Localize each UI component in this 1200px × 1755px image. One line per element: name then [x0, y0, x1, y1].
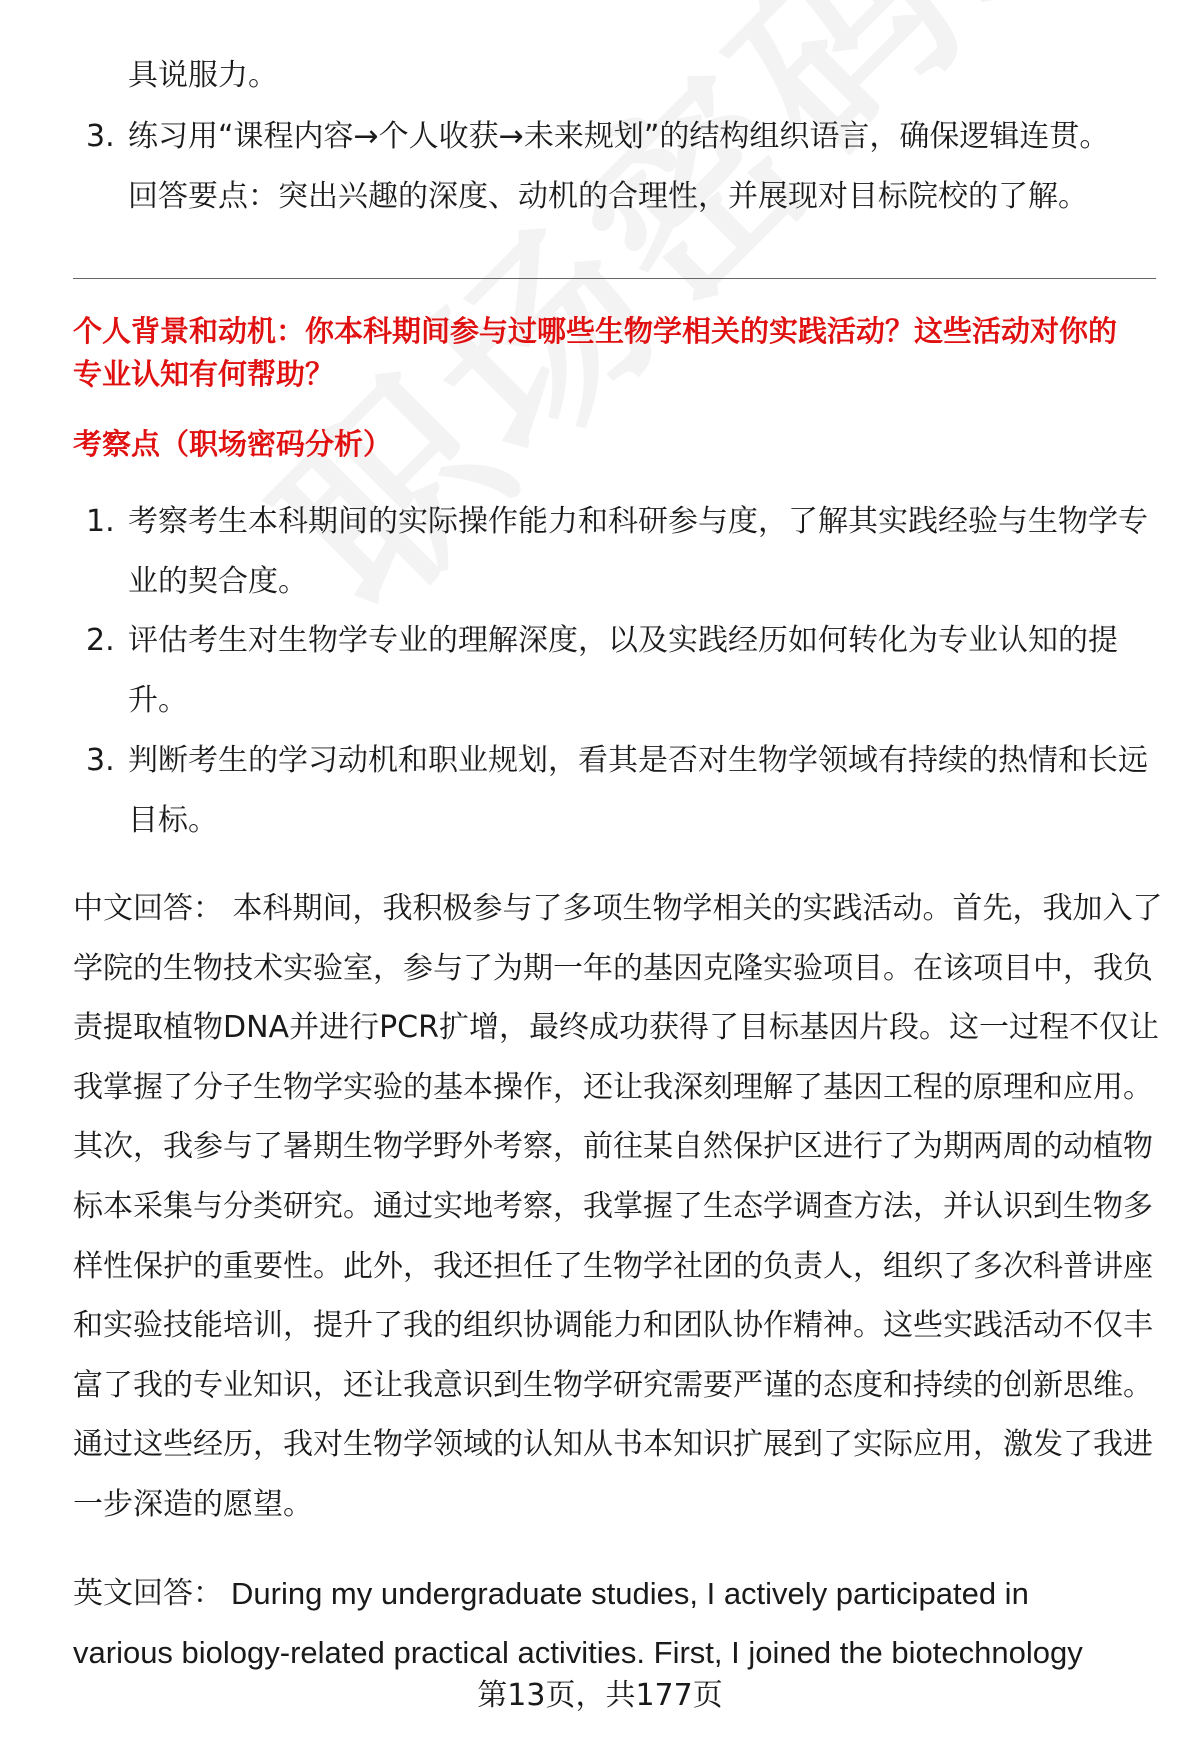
paragraph-line: various biology-related practical activities. First, I joined the biotechnology: [73, 1635, 1083, 1670]
paragraph-line: 责提取植物DNA并进行PCR扩增，最终成功获得了目标基因片段。这一过程不仅让: [73, 1010, 1159, 1045]
list-item-text: 判断考生的学习动机和职业规划，看其是否对生物学领域有持续的热情和长远: [128, 743, 1148, 778]
question-heading-line1: 个人背景和动机：你本科期间参与过哪些生物学相关的实践活动？这些活动对你的: [73, 314, 1118, 348]
paragraph-line: 通过这些经历，我对生物学领域的认知从书本知识扩展到了实际应用，激发了我进: [73, 1427, 1153, 1462]
page-number-footer: 第13页，共177页: [477, 1678, 723, 1713]
list-number: 1.: [86, 504, 115, 539]
paragraph-line: 和实验技能培训，提升了我的组织协调能力和团队协作精神。这些实践活动不仅丰: [73, 1308, 1153, 1343]
list-item-text: 目标。: [128, 803, 218, 838]
section-divider: [73, 278, 1156, 279]
paragraph-line: 中文回答： 本科期间，我积极参与了多项生物学相关的实践活动。首先，我加入了: [73, 891, 1163, 926]
list-number: 3.: [86, 743, 115, 778]
question-heading-line2: 专业认知有何帮助？: [73, 357, 335, 391]
paragraph-line: 标本采集与分类研究。通过实地考察，我掌握了生态学调查方法，并认识到生物多: [73, 1189, 1153, 1224]
paragraph-line: 我掌握了分子生物学实验的基本操作，还让我深刻理解了基因工程的原理和应用。: [73, 1070, 1153, 1105]
section-title: 考察点（职场密码分析）: [73, 427, 393, 461]
previous-paragraph-tail: 具说服力。: [128, 58, 278, 93]
list-item-text: 考察考生本科期间的实际操作能力和科研参与度，了解其实践经验与生物学专: [128, 504, 1148, 539]
paragraph-line: 富了我的专业知识，还让我意识到生物学研究需要严谨的态度和持续的创新思维。: [73, 1368, 1153, 1403]
list-item-text: 练习用“课程内容→个人收获→未来规划”的结构组织语言，确保逻辑连贯。: [128, 119, 1110, 154]
paragraph-line: 样性保护的重要性。此外，我还担任了生物学社团的负责人，组织了多次科普讲座: [73, 1249, 1153, 1284]
paragraph-line: 一步深造的愿望。: [73, 1487, 313, 1522]
english-answer-label: 英文回答：: [73, 1576, 223, 1611]
paragraph-line: 其次，我参与了暑期生物学野外考察，前往某自然保护区进行了为期两周的动植物: [73, 1129, 1153, 1164]
list-number: 3.: [86, 119, 115, 154]
paragraph-line: During my undergraduate studies, I actively participated in: [231, 1576, 1029, 1611]
paragraph-line: 学院的生物技术实验室，参与了为期一年的基因克隆实验项目。在该项目中，我负: [73, 951, 1153, 986]
answer-points: 回答要点：突出兴趣的深度、动机的合理性，并展现对目标院校的了解。: [128, 179, 1088, 214]
list-number: 2.: [86, 623, 115, 658]
list-item-text: 评估考生对生物学专业的理解深度，以及实践经历如何转化为专业认知的提: [128, 623, 1118, 658]
list-item-text: 业的契合度。: [128, 564, 308, 599]
list-item-text: 升。: [128, 683, 188, 718]
